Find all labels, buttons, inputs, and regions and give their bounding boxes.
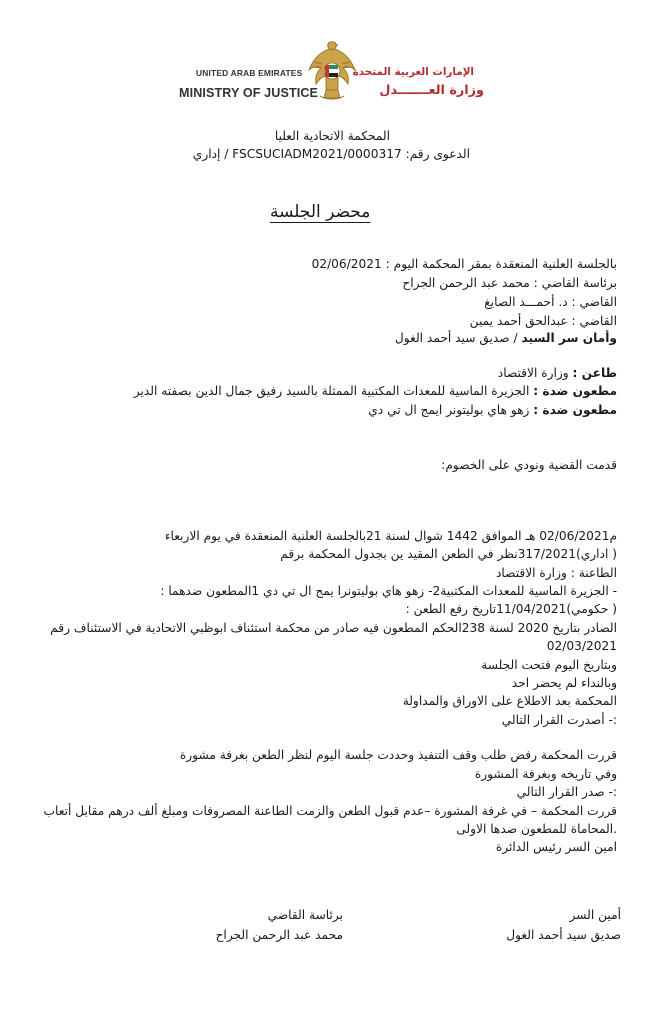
decision-line: :- صدر القرار التالي: [516, 785, 617, 799]
signature-judge-title: برئاسة القاضي: [267, 908, 343, 922]
case-presented-line: قدمت القضية ونودي على الخصوم:: [441, 458, 617, 472]
header-ar-country: الإمارات العربية المتحدة: [352, 66, 474, 78]
proceedings-line: المحكمة بعد الاطلاع على الاوراق والمداولة: [402, 694, 617, 708]
party-respondent-2-value: زهو هاي بوليتونر ايمج ال تي دي: [368, 403, 534, 417]
decision-line: امين السر رئيس الدائرة: [495, 840, 617, 854]
header-en-ministry: MINISTRY OF JUSTICE: [179, 86, 319, 100]
session-judge-1: القاضي : د. أحمـــد الصايغ: [484, 295, 617, 309]
court-name: المحكمة الاتحادية العليا: [274, 129, 390, 143]
party-respondent-1: [134, 382, 617, 400]
proceedings-line: 02/03/2021: [546, 639, 617, 653]
party-respondent-1-label: مطعون ضدة :: [533, 384, 617, 398]
session-secretary: [395, 329, 617, 347]
proceedings-line: م02/06/2021 هـ الموافق 1442 شوال لسنة 21بالجلسة العلنية المنعقدة في يوم الاربعاء: [164, 529, 617, 543]
header-en-country: UNITED ARAB EMIRATES: [196, 68, 303, 78]
party-appellant-value: وزارة الاقتصاد: [497, 366, 573, 380]
party-respondent-1-value: الجزيرة الماسية للمعدات المكتبية الممثلة بالسيد رفيق جمال الدين بصفته الدير: [133, 384, 534, 398]
proceedings-line: - الجزيرة الماسية للمعدات المكتبية2- زهو هاي بوليتونرا يمج ال تي دي 1المطعون ضدهما :: [160, 584, 617, 598]
case-number: الدعوى رقم: FSCSUCIADM2021/0000317 / إداري: [192, 147, 470, 161]
party-respondent-2: [368, 401, 617, 419]
decision-line: قررت المحكمة – في غرفة المشورة –عدم قبول الطعن والزمت الطاعنة المصروفات ومبلغ ألف درهم مقابل أتعاب: [43, 804, 617, 818]
party-appellant-label: طاعن :: [572, 366, 617, 380]
proceedings-line: :- أصدرت القرار التالي: [501, 713, 617, 727]
party-respondent-2-label: مطعون ضدة :: [533, 403, 617, 417]
session-presiding-judge: برئاسة القاضي : محمد عبد الرحمن الجراح: [402, 276, 617, 290]
header-ar-ministry: وزارة العـــــــدل: [379, 83, 484, 98]
proceedings-line: الطاعنة : وزارة الاقتصاد: [495, 566, 617, 580]
proceedings-line: وبتاريخ اليوم فتحت الجلسة: [481, 658, 617, 672]
signature-secretary: [506, 905, 621, 945]
decision-line: قررت المحكمة رفض طلب وقف التنفيذ وحددت جلسة اليوم لنظر الطعن بغرفة مشورة: [179, 748, 617, 762]
signature-secretary-name: صديق سيد أحمد الغول: [506, 928, 621, 942]
session-judge-2: القاضي : عبدالحق أحمد يمين: [469, 314, 617, 328]
session-secretary-value: / صديق سيد أحمد الغول: [394, 331, 522, 345]
signature-secretary-title: أمين السر: [569, 908, 621, 922]
page-title: محضر الجلسة: [270, 202, 371, 222]
proceedings-line: ( اداري)317/2021نظر في الطعن المقيد ين بجدول المحكمة برقم: [280, 547, 617, 561]
proceedings-line: ( حكومي)11/04/2021تاريخ رفع الطعن :: [405, 602, 617, 616]
session-secretary-label: وأمان سر السيد: [521, 331, 617, 345]
session-date-line: بالجلسة العلنية المنعقدة بمقر المحكمة اليوم : 02/06/2021: [311, 257, 617, 271]
uae-eagle-emblem-icon: [306, 40, 358, 102]
decision-line: وفي تاريخه وبغرفة المشورة: [474, 767, 617, 781]
signature-judge: [216, 905, 343, 945]
proceedings-line: وبالنداء لم يحضر احد: [511, 676, 617, 690]
party-appellant: [498, 364, 617, 382]
signature-judge-name: محمد عبد الرحمن الجراح: [215, 928, 343, 942]
proceedings-line: الصادر بتاريخ 2020 لسنة 238الحكم المطعون فيه صادر من محكمة استئناف ابوظبي الاتحادية في الاستئناف رقم: [50, 621, 617, 635]
decision-line: .المحاماة للمطعون ضدها الاولى: [456, 822, 617, 836]
